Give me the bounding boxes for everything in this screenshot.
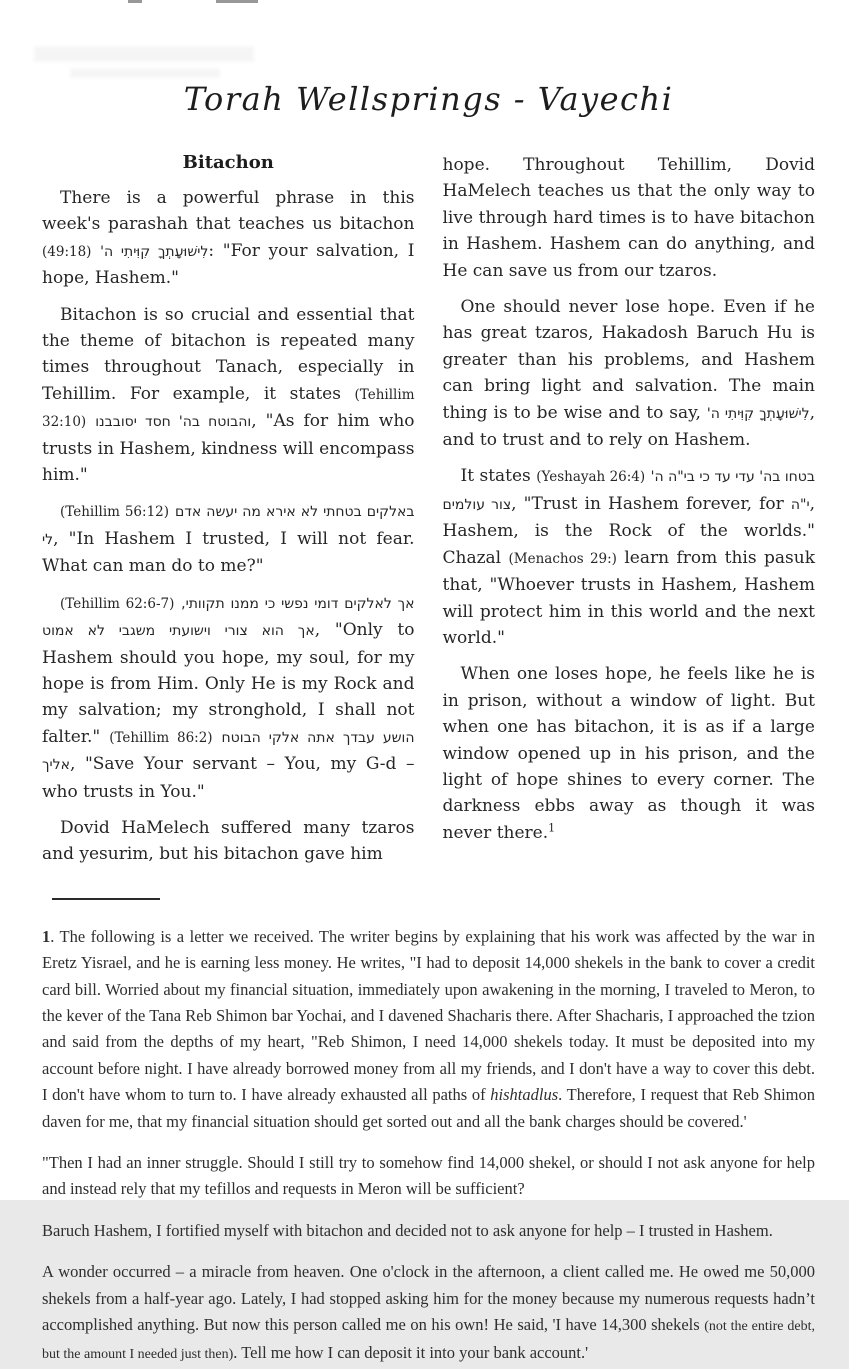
text-run: Dovid HaMelech suffered many tzaros and yesurim, but his bitachon gave him [42, 817, 415, 865]
text-run: A wonder occurred – a miracle from heaven. One o'clock in the afternoon, a client called me. He owed me 50,000 shekels from a half-year ago. Lately, I had stopped asking him for the money because my numerous requests hadn’t accomplished anything. But now this person called me on his own! He said, 'I have 14,300 shekels [42, 1262, 815, 1335]
paragraph [443, 294, 816, 453]
scan-artifact [128, 0, 142, 3]
faint-watermark [10, 46, 260, 96]
column-left-paragraphs [42, 185, 415, 868]
text-run: , and to trust and to rely on Hashem. [442, 402, 815, 451]
hebrew-phrase: לִישׁוּעָתְךָ קִוִּיתִי ה' [706, 405, 810, 422]
text-run [86, 411, 95, 431]
text-run: Baruch Hashem, I fortified myself with bitachon and decided not to ask anyone for help – I trusted in Hashem. [42, 1220, 773, 1240]
hebrew-phrase: לִישׁוּעָתְךָ קִוִּיתִי ה' [100, 243, 209, 260]
text-run: hope. Throughout Tehillim, Dovid HaMelech teaches us that the only way to live through hard times is to have bitachon in Hashem. Hashem can do anything, and He can save us from our tzaros. [442, 155, 815, 281]
text-run [213, 727, 222, 747]
page-title: Torah Wellsprings - Vayechi [183, 80, 674, 118]
text-run: (not the entire debt, but the amount I needed just then) [42, 1319, 815, 1363]
text-run: : "For your salvation, I hope, Hashem." [42, 240, 415, 289]
source-citation: (Tehillim 86:2) [109, 729, 213, 746]
hebrew-phrase: י"ה [790, 496, 810, 513]
text-run: . The following is a letter we received. The writer begins by explaining that his work was affected by the war in Eretz Yisrael, and he is earning less money. He writes, "I had to deposit 14,000 shekels in the bank to cover a credit card bill. Worried about my financial situation, immediately upon awakening in the morning, I traveled to Meron, to the kever of the Tana Reb Shimon bar Yochai, and I davened Shacharis there. After Shacharis, I approached the tzion and said from the depths of my heart, "Reb Shimon, I need 14,000 shekels today. It must be deposited into my account before night. I have already borrowed money from all my friends, and I don't have a way to cover this debt. I don't have whom to turn to. I have already exhausted all paths of [42, 926, 815, 1105]
text-run: . Therefore, I request that Reb Shimon daven for me, that my financial situation should get sorted out and all the bank charges should be covered.' [42, 1085, 815, 1131]
text-run: , "As for him who trusts in Hashem, kindness will encompass him." [42, 411, 415, 486]
paragraph [42, 815, 415, 868]
text-run: , "Trust in Hashem forever, for [511, 493, 791, 514]
paragraph [42, 498, 415, 579]
hebrew-phrase: בטחו בה' עדי עד כי בי"ה ה' צור עולמים [442, 469, 815, 513]
two-column-body [42, 152, 815, 878]
text-run: 1 [42, 926, 51, 946]
text-run: hishtadlus [490, 1085, 559, 1105]
column-right [443, 152, 816, 856]
text-run: learn from this pasuk that, "Whoever trusts in Hashem, Hashem will protect him in this world and the next world." [442, 547, 815, 648]
text-run: When one loses hope, he feels like he is in prison, without a window of light. But when one has bitachon, it is as if a large window opened up in his prison, and the light of hope shines to every corner. The darkness ebbs away as though it was never there. [442, 664, 815, 843]
text-run: There is a powerful phrase in this week's parashah that teaches us bitachon [42, 188, 415, 235]
paragraph [42, 185, 415, 292]
hebrew-phrase: באלקים בטחתי לא אירא מה יעשה אדם לי [42, 504, 415, 548]
text-run: Bitachon is so crucial and essential that the theme of bitachon is repeated many times throughout Tanach, especially in Tehillim. For example, it states [42, 304, 415, 404]
text-run: It states [460, 466, 537, 487]
text-run: , Hashem, is the Rock of the worlds." Chazal [442, 493, 815, 568]
text-run: . Tell me how I can deposit it into your bank account.' [233, 1343, 589, 1363]
text-run [91, 241, 100, 261]
section-heading: Bitachon [182, 152, 274, 173]
scan-artifact [216, 0, 258, 3]
paragraph [42, 302, 415, 489]
text-run: , "Save Your servant – You, my G-d – who trusts in You." [42, 754, 415, 802]
source-citation: (Yeshayah 26:4) [536, 469, 646, 486]
footnote-divider [52, 898, 160, 900]
source-citation: (Menachos 29:) [508, 550, 617, 567]
column-right-paragraphs [443, 152, 816, 846]
footnote-reference: 1 [548, 821, 556, 835]
source-citation: (Tehillim 56:12) [60, 504, 170, 521]
source-citation: (49:18) [42, 243, 92, 260]
text-run: , "In Hashem I trusted, I will not fear. What can man do to me?" [42, 528, 415, 577]
paragraph [42, 1218, 815, 1244]
paragraph [42, 1259, 815, 1369]
text-run: , "Only to Hashem should you hope, my soul, for my hope is from Him. Only He is my Rock and my salvation; my stronghold, I shall not falter." [42, 620, 415, 747]
source-citation: (Tehillim 32:10) [42, 386, 415, 431]
paragraph [42, 1150, 815, 1203]
paragraph [42, 590, 415, 805]
hebrew-phrase: והבוטח בה' חסד יסובבנו [95, 414, 252, 431]
column-left [42, 152, 415, 878]
footnote [42, 924, 815, 1369]
paragraph [443, 661, 816, 846]
hebrew-phrase: אך לאלקים דומי נפשי כי ממנו תקוותי, אך הוא צורי וישועתי משגבי לא אמוט [42, 595, 415, 640]
text-run: One should never lose hope. Even if he has great tzaros, Hakadosh Baruch Hu is greater than his problems, and Hashem can bring light and salvation. The main thing is to be wise and to say, [442, 297, 815, 423]
source-citation: (Tehillim 62:6-7) [60, 595, 175, 612]
hebrew-phrase: הושע עבדך אתה אלקי הבוטח אליך [42, 729, 415, 774]
paragraph [42, 924, 815, 1135]
paragraph [443, 152, 816, 284]
text-run: "Then I had an inner struggle. Should I still try to somehow find 14,000 shekel, or should I not ask anyone for help and instead rely that my tefillos and requests in Meron will be sufficient? [42, 1153, 815, 1199]
paragraph [443, 463, 816, 651]
